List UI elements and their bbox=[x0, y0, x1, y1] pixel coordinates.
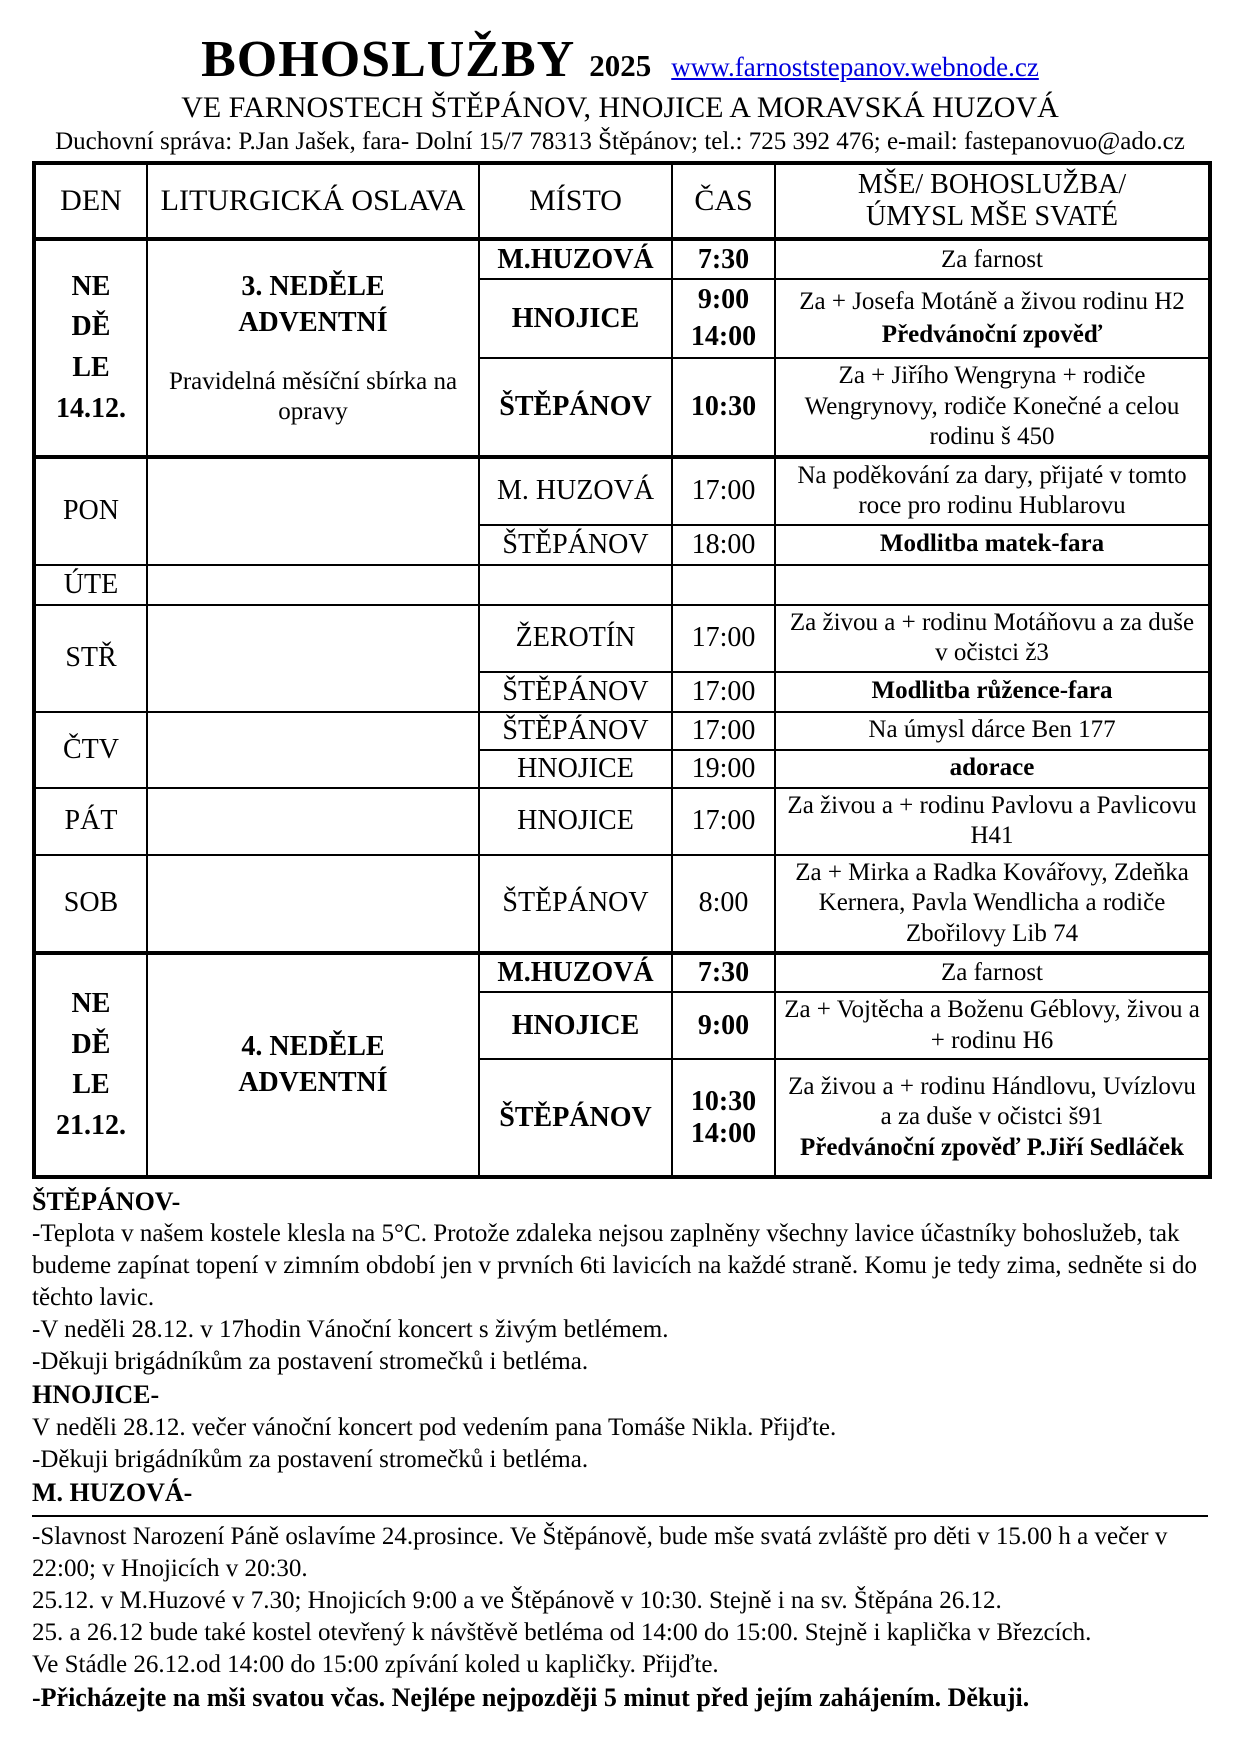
day-line: 14.12. bbox=[56, 392, 126, 424]
day-cell: ČTV bbox=[34, 712, 147, 788]
note-line: 25. a 26.12 bude také kostel otevřený k návštěvě betléma od 14:00 do 15:00. Stejně i kaplička v Březcích. bbox=[32, 1618, 1092, 1646]
table-row bbox=[34, 457, 1210, 525]
time-line: 10:30 bbox=[690, 1085, 757, 1117]
intention-cell: Na úmysl dárce Ben 177 bbox=[775, 712, 1210, 750]
place-cell: ŠTĚPÁNOV bbox=[479, 672, 672, 712]
intention-line: Předvánoční zpověď P.Jiří Sedláček bbox=[799, 1133, 1185, 1161]
place-cell: ŽEROTÍN bbox=[479, 605, 672, 672]
liturgical-title-line: ADVENTNÍ bbox=[238, 1067, 388, 1099]
note-line: -Děkuji brigádníkům za postavení stromečků i betléma. bbox=[32, 1348, 589, 1376]
note-line: -Slavnost Narození Páně oslavíme 24.prosince. Ve Štěpánově, bude mše svatá zvláště pro děti v 15.00 h a večer v 22:00; v Hnojicích v 20:30. bbox=[32, 1522, 1168, 1582]
day-cell: PON bbox=[34, 457, 147, 565]
time-cell: 17:00 bbox=[672, 672, 775, 712]
note-line: -Děkuji brigádníkům za postavení stromečků i betléma. bbox=[32, 1445, 589, 1473]
place-cell: HNOJICE bbox=[479, 750, 672, 788]
place-cell: M.HUZOVÁ bbox=[479, 239, 672, 279]
day-cell bbox=[34, 239, 147, 456]
time-cell: 10:30 bbox=[672, 358, 775, 457]
place-cell: ŠTĚPÁNOV bbox=[479, 358, 672, 457]
liturgical-cell bbox=[147, 953, 479, 1177]
time-cell: 7:30 bbox=[672, 239, 775, 279]
intention-cell bbox=[775, 565, 1210, 605]
intention-cell: Modlitba matek-fara bbox=[775, 525, 1210, 565]
liturgical-title-line: ADVENTNÍ bbox=[238, 307, 388, 339]
table-row bbox=[34, 953, 1210, 992]
liturgical-cell bbox=[147, 457, 479, 565]
time-cell: 17:00 bbox=[672, 788, 775, 855]
column-header-misto: MÍSTO bbox=[479, 163, 672, 239]
day-cell: SOB bbox=[34, 855, 147, 954]
intention-cell: Na poděkování za dary, přijaté v tomto roce pro rodinu Hublarovu bbox=[775, 457, 1210, 525]
place-cell: M.HUZOVÁ bbox=[479, 953, 672, 992]
table-row bbox=[34, 855, 1210, 954]
intention-line: Za + Josefa Motáně a živou rodinu H2 bbox=[799, 288, 1185, 316]
liturgical-title-line: 3. NEDĚLE bbox=[241, 270, 385, 302]
time-line: 9:00 bbox=[697, 284, 750, 316]
time-cell: 8:00 bbox=[672, 855, 775, 954]
table-row bbox=[34, 788, 1210, 855]
column-header-cas: ČAS bbox=[672, 163, 775, 239]
place-cell: ŠTĚPÁNOV bbox=[479, 855, 672, 954]
document-header bbox=[32, 30, 1208, 89]
note-heading-stepanov: ŠTĚPÁNOV- bbox=[32, 1187, 181, 1217]
column-header-oslava: LITURGICKÁ OSLAVA bbox=[147, 163, 479, 239]
column-header-mse-line2: ÚMYSL MŠE SVATÉ bbox=[865, 201, 1119, 233]
website-link[interactable]: www.farnoststepanov.webnode.cz bbox=[671, 52, 1039, 82]
time-cell bbox=[672, 279, 775, 358]
day-line: DĚ bbox=[71, 1028, 111, 1060]
horizontal-divider bbox=[32, 1515, 1208, 1517]
subtitle: VE FARNOSTECH ŠTĚPÁNOV, HNOJICE A MORAVSKÁ HUZOVÁ bbox=[181, 91, 1059, 124]
place-cell: HNOJICE bbox=[479, 279, 672, 358]
intention-line: Předvánoční zpověď bbox=[881, 320, 1103, 348]
table-row bbox=[34, 239, 1210, 279]
notes-section bbox=[32, 1185, 1208, 1714]
intention-cell bbox=[775, 279, 1210, 358]
column-header-mse bbox=[775, 163, 1210, 239]
day-cell: ÚTE bbox=[34, 565, 147, 605]
contact-line: Duchovní správa: P.Jan Jašek, fara- Dolní 15/7 78313 Štěpánov; tel.: 725 392 476; e-mail: fastepanovuo@ado.cz bbox=[55, 128, 1185, 155]
day-line: NE bbox=[71, 987, 111, 1019]
column-header-mse-line1: MŠE/ BOHOSLUŽBA/ bbox=[857, 169, 1127, 200]
day-cell: STŘ bbox=[34, 605, 147, 712]
liturgical-cell bbox=[147, 239, 479, 456]
liturgical-cell bbox=[147, 605, 479, 712]
liturgical-cell bbox=[147, 855, 479, 954]
intention-cell: Za farnost bbox=[775, 239, 1210, 279]
time-line: 14:00 bbox=[690, 320, 757, 352]
day-cell: PÁT bbox=[34, 788, 147, 855]
note-line: Ve Stádle 26.12.od 14:00 do 15:00 zpívání koled u kapličky. Přijďte. bbox=[32, 1650, 719, 1678]
time-line: 14:00 bbox=[690, 1117, 757, 1149]
table-row bbox=[34, 565, 1210, 605]
liturgical-title-line: 4. NEDĚLE bbox=[241, 1030, 385, 1062]
intention-cell bbox=[775, 1059, 1210, 1177]
table-row bbox=[34, 605, 1210, 672]
day-line: LE bbox=[72, 1069, 110, 1101]
place-cell: HNOJICE bbox=[479, 788, 672, 855]
liturgical-cell bbox=[147, 788, 479, 855]
intention-cell: Za farnost bbox=[775, 953, 1210, 992]
note-line: 25.12. v M.Huzové v 7.30; Hnojicích 9:00 a ve Štěpánově v 10:30. Stejně i na sv. Štěpána 26.12. bbox=[32, 1586, 1002, 1614]
note-heading-mhuzova: M. HUZOVÁ- bbox=[32, 1477, 193, 1507]
time-cell bbox=[672, 565, 775, 605]
intention-cell: Za živou a + rodinu Motáňovu a za duše v očistci ž3 bbox=[775, 605, 1210, 672]
note-line: -Teplota v našem kostele klesla na 5°C. Protože zdaleka nejsou zaplněny všechny lavice účastníky bohoslužeb, tak budeme zapínat topení v zimním období jen v prvních 6ti lavicích na každé straně. Komu je tedy zima, sedněte si do těchto lavic. bbox=[32, 1220, 1197, 1312]
column-header-den: DEN bbox=[34, 163, 147, 239]
note-line: -V neděli 28.12. v 17hodin Vánoční koncert s živým betlémem. bbox=[32, 1316, 669, 1344]
time-cell: 9:00 bbox=[672, 992, 775, 1059]
intention-cell: Za živou a + rodinu Pavlovu a Pavlicovu H41 bbox=[775, 788, 1210, 855]
table-row bbox=[34, 712, 1210, 750]
liturgical-cell bbox=[147, 712, 479, 788]
time-cell: 7:30 bbox=[672, 953, 775, 992]
intention-cell: Za + Jiřího Wengryna + rodiče Wengrynovy, rodiče Konečné a celou rodinu š 450 bbox=[775, 358, 1210, 457]
year-label: 2025 bbox=[589, 48, 652, 83]
place-cell: ŠTĚPÁNOV bbox=[479, 1059, 672, 1177]
intention-cell: Za + Vojtěcha a Boženu Géblovy, živou a + rodinu H6 bbox=[775, 992, 1210, 1059]
intention-line: Za živou a + rodinu Hándlovu, Uvízlovu a za duše v očistci š91 bbox=[788, 1072, 1196, 1131]
note-line: V neděli 28.12. večer vánoční koncert pod vedením pana Tomáše Nikla. Přijďte. bbox=[32, 1413, 837, 1441]
liturgical-cell bbox=[147, 565, 479, 605]
footer-note: -Přicházejte na mši svatou včas. Nejlépe nejpozději 5 minut před jejím zahájením. Děkuji. bbox=[32, 1682, 1030, 1712]
intention-cell: Modlitba růžence-fara bbox=[775, 672, 1210, 712]
place-cell: M. HUZOVÁ bbox=[479, 457, 672, 525]
schedule-table bbox=[32, 161, 1212, 1179]
intention-cell: Za + Mirka a Radka Kovářovy, Zdeňka Kernera, Pavla Wendlicha a rodiče Zbořilovy Lib 74 bbox=[775, 855, 1210, 954]
day-line: DĚ bbox=[71, 311, 111, 343]
time-cell bbox=[672, 1059, 775, 1177]
time-cell: 17:00 bbox=[672, 605, 775, 672]
note-heading-hnojice: HNOJICE- bbox=[32, 1380, 160, 1410]
place-cell: ŠTĚPÁNOV bbox=[479, 712, 672, 750]
table-header-row bbox=[34, 163, 1210, 239]
day-line: NE bbox=[71, 270, 111, 302]
place-cell: HNOJICE bbox=[479, 992, 672, 1059]
day-line: LE bbox=[72, 352, 110, 384]
day-cell bbox=[34, 953, 147, 1177]
intention-cell: adorace bbox=[775, 750, 1210, 788]
place-cell: ŠTĚPÁNOV bbox=[479, 525, 672, 565]
time-cell: 18:00 bbox=[672, 525, 775, 565]
liturgical-note: Pravidelná měsíční sbírka na opravy bbox=[168, 368, 458, 426]
time-cell: 17:00 bbox=[672, 712, 775, 750]
time-cell: 19:00 bbox=[672, 750, 775, 788]
day-line: 21.12. bbox=[56, 1109, 126, 1141]
time-cell: 17:00 bbox=[672, 457, 775, 525]
place-cell bbox=[479, 565, 672, 605]
page-title: BOHOSLUŽBY bbox=[201, 31, 576, 88]
